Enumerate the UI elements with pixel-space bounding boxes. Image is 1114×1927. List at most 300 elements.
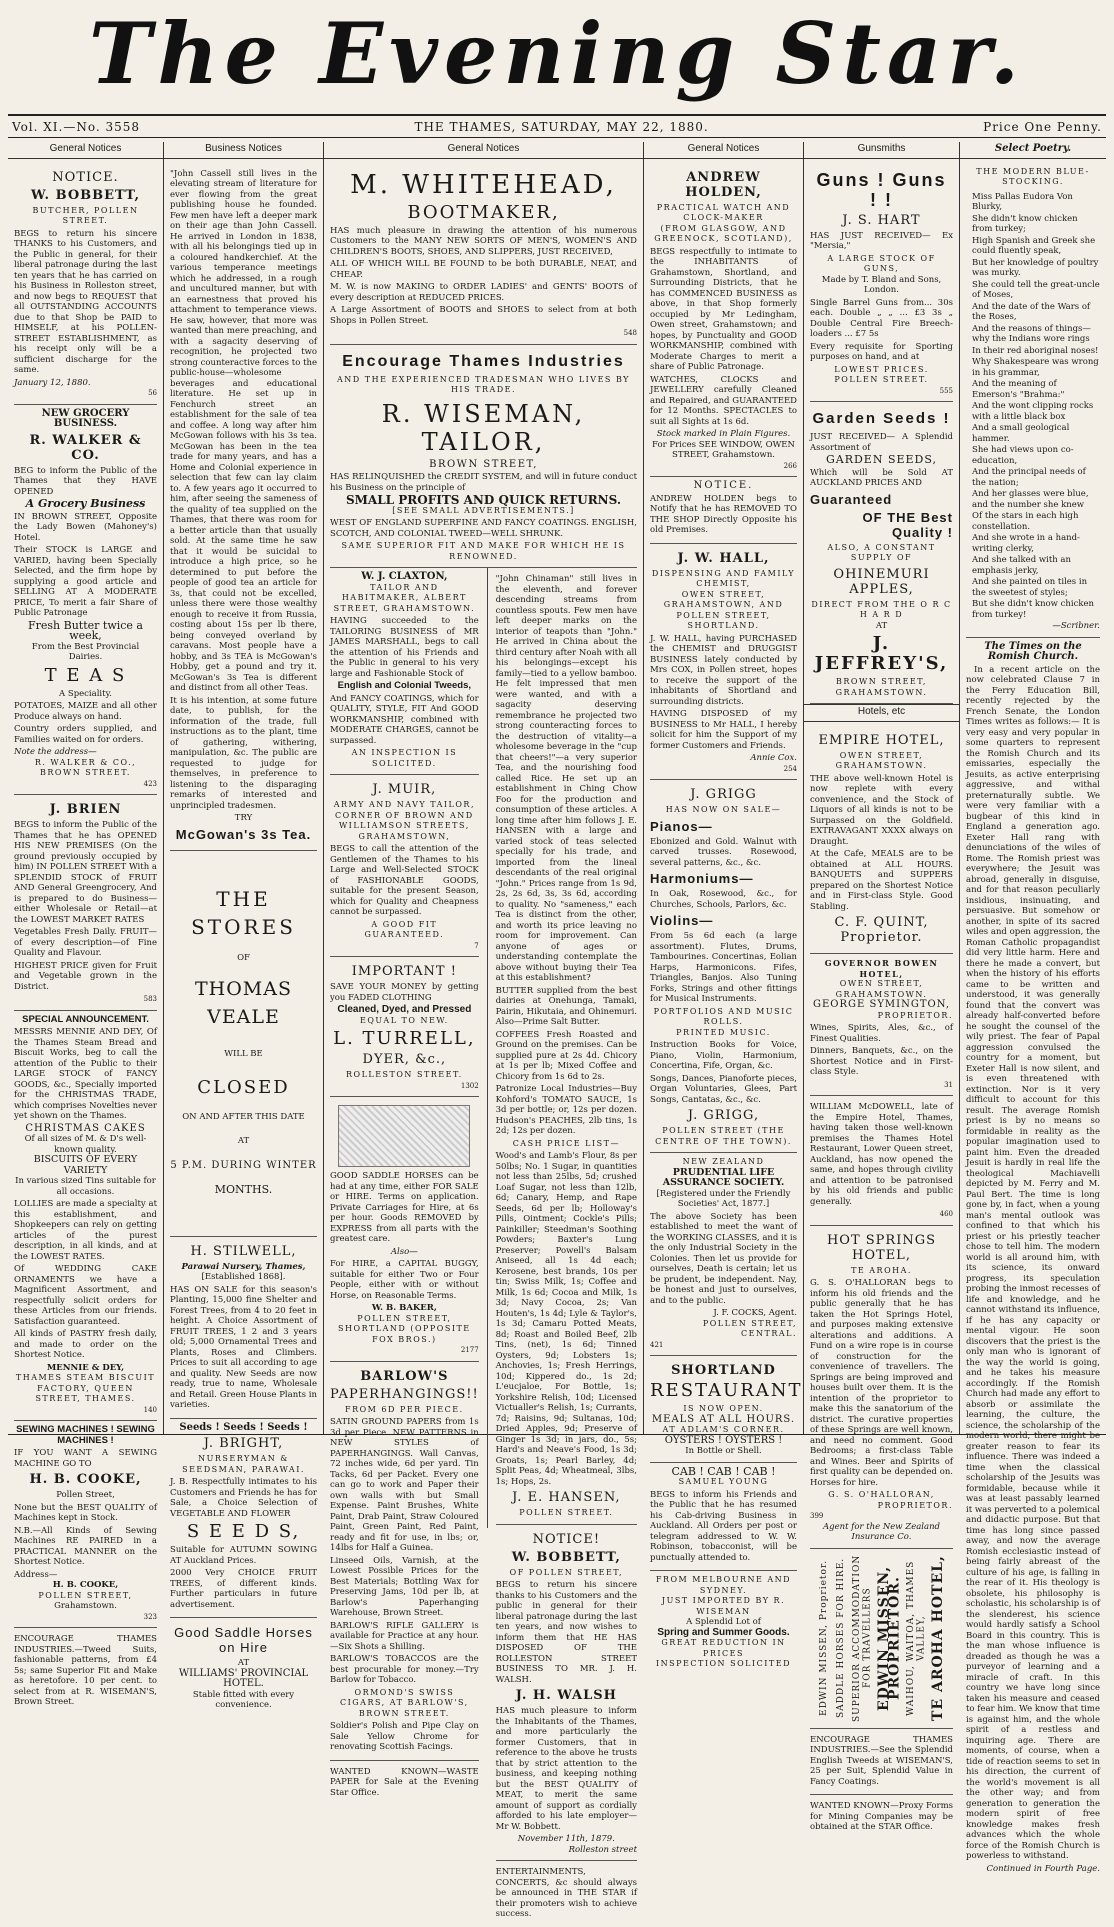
ad-body: In various sized Tins suitable for all occasions. <box>15 1176 156 1197</box>
ad-body: Their STOCK is LARGE and VARIED, having been Specially Selected, and the firm hope by supplying a good article and SELLING AT A MODERATE PRICE, To merit a fair Share of Public Patronage <box>14 545 157 618</box>
ad-note: Stock marked in Plain Figures. <box>656 429 791 439</box>
ad-highlight: OYSTERS ! OYSTERS ! <box>664 1434 783 1446</box>
ad-body: BEG to inform the Public of the Thames that they HAVE OPENED <box>14 465 157 497</box>
ad-body: Instruction Books for Voice, Piano, Violin, Harmonium, Concertina, Fife, Organ, &c. <box>650 1040 797 1071</box>
ad-subtitle: TRY <box>234 813 253 823</box>
ad-holden <box>650 163 797 478</box>
ad-address: OWEN STREET, GRAHAMSTOWN. <box>835 750 928 770</box>
ad-body: HAS much pleasure to inform the Inhabitants of the Thames, and more particularly the former Customers, that in reference to the above he trusts that by strict attention to the business, and keeping nothing but the BEST QUALITY of MEAT, to merit the same amount of support as cordially afforded to his late employer—Mr W. Bobbett. <box>495 1706 637 1832</box>
ad-body: ENTERTAINMENTS, CONCERTS, &c should always be announced in THE STAR if their promoters wish to achieve success. <box>495 1867 637 1919</box>
ad-body: Which will be Sold AT AUCKLAND PRICES AND <box>810 467 953 488</box>
poem-source: —Scribner. <box>1052 621 1100 631</box>
ad-body: At the Cafe, MEALS are to be obtained at ALL HOURS. BANQUETS and SUPPERS prepared on the Shortest Notice and in First-class Style. Good Stabling. <box>810 849 953 912</box>
ad-subtitle: From the Best Provincial Dairies. <box>31 641 140 662</box>
ad-body: BEGS to call the attention of the Gentlemen of the Thames to his Large and Well-Selected STOCK of FASHIONABLE GOODS, suitable for the present Season, which for Quality and Cheapness cannot be surpassed. <box>330 844 479 917</box>
place-date: THE THAMES, SATURDAY, MAY 22, 1880. <box>414 119 709 134</box>
ad-body: ENCOURAGE THAMES INDUSTRIES.—See the Splendid English Tweeds at WISEMAN'S, 25 per Suit, Splendid Value in Fancy Coatings. <box>810 1734 953 1787</box>
poem-line: And the wont clipping rocks with a little black box <box>972 401 1094 422</box>
ad-number: 583 <box>143 995 157 1003</box>
ad-body: HAVING succeeded to the TAILORING BUSINESS of MR JAMES MARSHALL, begs to call the attention of his Friends and the Public in general to his very large and Fashionable Stock of <box>330 616 479 679</box>
ad-time: 5 P.M. DURING WINTER <box>170 1159 317 1171</box>
ad-address: OWEN STREET, GRAHAMSTOWN. <box>835 979 928 999</box>
ad-heading: FROM MELBOURNE AND SYDNEY. <box>655 1575 792 1595</box>
ad-body: J. B. Respectfully intimates to his Customers and Friends he has for Sale, a Choice Selection of VEGETABLE AND FLOWER <box>170 1477 317 1519</box>
ad-body: G. S. O'HALLORAN begs to inform his old friends and the public generally that he has taken the Hot Springs Hotel, and purposes making extensive alterations and additions. A Fund on a wire rope is in course of construction for the convenience of travellers. The Springs are being improved and houses built over them. It is the intention of the proprietor to make this the sanatorium of the district. The curative properties of these Springs are well known, and need no comment. Good Bedrooms; a first-class Table and Wines. Beer and Spirits of first quality can be depended on. Horses for hire. <box>810 1278 953 1488</box>
ad-subtitle: Made by T. Bland and Sons, London. <box>821 274 942 295</box>
ad-teas: T E A S <box>44 664 127 686</box>
ad-williams-hotel <box>170 1618 317 1716</box>
ad-note: AN INSPECTION IS SOLICITED. <box>351 748 458 768</box>
poem-line: Of the stars in each high constellation. <box>972 511 1079 532</box>
ad-highlight: SMALL PROFITS AND QUICK RETURNS. <box>345 493 622 507</box>
ad-address-street: POLLEN STREET, <box>38 1590 133 1600</box>
ad-subtitle: BOOTMAKER, <box>407 201 560 223</box>
ad-address: OWEN STREET, GRAHAMSTOWN, AND POLLEN STREET, SHORTLAND. <box>663 589 784 630</box>
ad-body: BARLOW'S RIFLE GALLERY is available for Practice at any hour.—Six Shots a Shilling. <box>330 1620 479 1652</box>
ad-time: MONTHS. <box>214 1183 273 1196</box>
ad-body: JUST RECEIVED— A Splendid Assortment of <box>810 432 953 453</box>
ad-address: THAMES STEAM BISCUIT FACTORY, QUEEN STREET, THAMES. <box>15 1373 156 1403</box>
ad-baker <box>330 1097 479 1362</box>
ad-subtitle: Parawai Nursery, Thames, <box>181 1261 306 1272</box>
ad-mcgowan-tea <box>170 163 317 851</box>
ad-number: 266 <box>783 461 797 470</box>
ad-number: 323 <box>143 1612 157 1621</box>
ad-heading: CASH PRICE LIST— <box>512 1138 620 1148</box>
ad-address-town: Grahamstown. <box>54 1601 117 1611</box>
ad-body: Of WEDDING CAKE ORNAMENTS we have a Magnificent Assortment, and respectfully solicit orders for these Articles from our friends. Satisfaction guaranteed. <box>14 1264 157 1327</box>
ad-address: AT ADLAM'S CORNER. <box>662 1425 785 1434</box>
ad-address: POLLEN STREET. <box>519 1508 614 1517</box>
ad-bobbett-notice <box>14 163 157 405</box>
hotels-heading: Hotels, etc <box>804 704 959 722</box>
ad-name: EMPIRE HOTEL, <box>818 732 945 748</box>
ad-subtitle: Stable fitted with every convenience. <box>192 1689 295 1710</box>
ad-body: BEGS to inform his Friends and the Public that he has resumed his Cab-driving Business in Auckland. All Orders per post or telegram addressed to W. W. Robinson, tobacconist, will be punctually attended to. <box>650 1489 797 1563</box>
ad-body: None but the BEST QUALITY of Machines kept in Stock. <box>14 1502 157 1523</box>
ad-body: Wines, Spirits, Ales, &c., of Finest Qualities. <box>810 1023 953 1044</box>
ad-body: BEGS to return his sincere THANKS to his Customers, and the Public in general, for their liberal patronage during the last ten years that he has carried on his Business in Rolleston street, and now begs to REQUEST that all OUTSTANDING ACCOUNTS due to that Shop be PAID to HIMSELF, at his POLLEN-STREET ESTABLISHMENT, as his receipt only will be a sufficient discharge for the same. <box>14 228 157 375</box>
dateline <box>8 114 1106 138</box>
poem-line: And the reasons of things—why the Indians wore rings <box>972 323 1091 344</box>
ad-signature: MENNIE & DEY, <box>46 1362 125 1373</box>
poem-line: Why Shakespeare was wrong in his grammar, <box>972 357 1099 378</box>
ad-body: From 5s 6d each (a large assortment). Flutes, Drums, Tambourines. Concertinas, Eolian Harps, Harmonicons. Fifes, Triangles, Banjos. Also Tuning Forks, Strings and other fittings for Musical Instruments. <box>650 931 797 1004</box>
ad-address: R. WALKER & CO., BROWN STREET. <box>34 757 137 777</box>
ad-stilwell <box>170 1237 317 1419</box>
ad-holden-notice <box>650 477 797 544</box>
ad-name: W. B. BAKER, <box>371 1303 437 1313</box>
ad-highlight: PRINTED MUSIC. <box>676 1027 771 1037</box>
ad-shortland-restaurant <box>650 1356 803 1463</box>
column-3-split <box>330 568 637 1919</box>
poem-line: And the date of the Wars of the Roses, <box>972 301 1091 322</box>
ad-name: SAMUEL YOUNG <box>678 1477 769 1486</box>
poem-line: And she painted on tiles in the sweetest of styles; <box>972 577 1088 598</box>
ad-name: R. WISEMAN, TAILOR, <box>381 399 586 456</box>
ad-body: And FANCY COATINGS, which for QUALITY, STYLE, FIT And GOOD WORKMANSHIP, combined with MODERATE CHARGES, cannot be surpassed. <box>330 693 479 746</box>
ad-body: BARLOW'S TOBACCOS are the best procurable for money.—Try Barlow for Tobacco. <box>330 1654 479 1685</box>
ad-highlight: Spring and Summer Goods. <box>657 1626 790 1638</box>
ad-connector: AT <box>875 620 888 631</box>
ad-body: Linseed Oils, Varnish, at the Lowest Possible Prices for the Best Materials; Bottling Wax for Preserving Jams, 10d per lb, at Barlow's Paperhanging Warehouse, Brown Street. <box>330 1555 479 1618</box>
ad-name: H. STILWELL, <box>190 1243 297 1259</box>
ad-number: 31 <box>944 1080 953 1089</box>
ad-body: All kinds of PASTRY fresh daily, and made to order on the Shortest Notice. <box>14 1329 157 1360</box>
ad-address: For Prices SEE WINDOW, OWEN STREET, Grahamstown. <box>652 439 795 460</box>
ad-number: 399 <box>810 1512 824 1520</box>
ad-address: POLLEN STREET. <box>834 375 929 384</box>
poem-line: Miss Pallas Eudora Von Blurky, <box>972 191 1073 212</box>
ad-title: Garden Seeds ! <box>812 410 951 427</box>
ad-hall-chemist <box>650 544 797 781</box>
poem-line: And her glasses were blue, and the number she knew <box>972 489 1089 510</box>
ad-body: "John Cassell still lives in the elevating stream of literature for ever flowing from the great publishing house he founded. Few men have left a deeper mark on their age than John Cassell. He arrived in London in 1838, with all his belongings tied up in a coloured handkerchief. At the various temperance meetings which he addressed, in a rough and uncultured manner, but with an earnestness that proved his attachment to temperance views. He saw, however, that more was wanted than mere preaching, and with a sagacity deserving of recognition, he projected two strong counteractive forces to the public-house—wholesome beverages and educational literature. He set up in Fenchurch street an establishment for the sale of tea and coffee. A long way after him McGowan follows with his 3s tea. McGowan has been in the tea trade for many years, and has a Home and Colonial experience in selection that few can lay claim to. A few years ago it occurred to him, after seeing the sameness of the quality of tea supplied on the Thames, that there was room for a better article than that usually sold. At the same time he saw that it would be suicidal to introduce a high price, so he determined to put before the people of good tea an article for 3s, that could not be excelled, unless there were those wealthy enough to receive it from Russia, costing about 15s per lb there, being conveyed overland by caravans. Most people have a hobby, and 3s TEA is McGowan's Hobby, get a pound and try it. McGowan's 3s Tea is different and distinct from all other Teas. <box>170 168 317 693</box>
ad-encourage-small <box>14 1628 157 1715</box>
ad-connector: AT <box>237 1136 250 1146</box>
ad-title: NOTICE. <box>52 169 119 185</box>
column-3 <box>324 142 644 1919</box>
ad-body: HAVING DISPOSED of my BUSINESS to Mr HALL, I hereby solicit for him the Support of my former Customers and Friends. <box>650 709 797 751</box>
ad-prices: Single Barrel Guns from... 30s each. Double „ „ ... £3 3s „ Double Central Fire Breech-loaders ... £7 5s <box>810 297 953 339</box>
ad-body: ORMOND'S SWISS CIGARS, AT BARLOW'S, BROWN STREET. <box>340 1687 469 1718</box>
ad-highlight: A Grocery Business <box>25 497 146 510</box>
column-5-heading: Gunsmiths <box>804 142 959 159</box>
poem-line: She didn't know chicken from turkey; <box>972 213 1078 234</box>
ad-body: WATCHES, CLOCKS and JEWELLERY carefully Cleaned and Repaired, and GUARANTEED for 12 Months. SPECTACLES to suit all Sights at 1s 6d. <box>650 374 797 427</box>
ad-heading: Seeds ! Seeds ! Seeds ! <box>179 1421 308 1433</box>
ad-name: THOMAS VEALE <box>194 978 292 1028</box>
ad-thomas-veale <box>170 851 317 1237</box>
ad-highlight: Guaranteed <box>810 491 893 507</box>
ad-body: BEGS to return his sincere thanks to his Customers and the public in general for their liberal patronage during the last ten years, and now wishes to inform them that HE HAS DISPOSED OF THE ROLLESTON STREET BUSINESS TO MR. J. H. WALSH. <box>495 1580 637 1685</box>
column-4 <box>644 142 804 1668</box>
ad-address: BROWN STREET, GRAHAMSTOWN. <box>835 677 928 697</box>
ad-name: R. WALKER & CO. <box>29 432 142 463</box>
ad-title: THE STORES <box>191 886 296 939</box>
ad-connector: Also— <box>390 1246 418 1257</box>
ad-address: POLLEN STREET, SHORTLAND (OPPOSITE FOX BROS.) <box>338 1313 471 1344</box>
ad-title: Guns ! Guns ! ! <box>816 169 947 210</box>
ad-mennie-dey <box>14 1011 157 1422</box>
ad-number: 140 <box>143 1405 157 1414</box>
ad-body: J. W. HALL, having PURCHASED the CHEMIST and DRUGGIST BUSINESS lately conducted by Mrs COX, in Pollen street, hopes to receive the support of the inhabitants of Shortland and surrounding districts. <box>650 633 797 707</box>
ad-subtitle: TAILOR AND HABITMAKER, ALBERT STREET, GRAHAMSTOWN. <box>333 582 476 613</box>
column-rule <box>487 568 488 1528</box>
ad-subtitle: PRACTICAL WATCH AND CLOCK-MAKER <box>656 202 791 222</box>
ad-subtitle: NEW ZEALAND <box>682 1157 765 1166</box>
ad-body: The above Society has been established to meet the want of the WORKING CLASSES, and it is the only Industrial Society in the Colonies. Then let us provide for ourselves, Death is certain; let us be prudent, be independent. Nay, be honest and just to ourselves, and to the public. <box>650 1211 797 1306</box>
ad-wanted-proxy <box>810 1795 953 1840</box>
ad-address: ROLLESTON STREET. <box>346 1070 463 1079</box>
ad-entertainments <box>496 1861 637 1927</box>
ad-title: Good Saddle Horses on Hire <box>174 1625 313 1655</box>
ad-subtitle: PROPRIETOR. <box>877 1500 953 1510</box>
ad-date: November 11th, 1879. <box>517 1834 615 1844</box>
ad-brien <box>14 795 157 1011</box>
ad-subtitle: A Speciality. <box>59 688 112 699</box>
ad-note: INSPECTION SOLICITED <box>656 1659 791 1668</box>
ad-muir <box>330 775 479 957</box>
ad-te-aroha-rotated <box>810 1549 953 1729</box>
ad-subtitle: [Established 1868]. <box>201 1272 286 1282</box>
ad-highlight: Fresh Butter twice a week, <box>28 618 143 642</box>
ad-number: 460 <box>939 1210 953 1218</box>
ad-heading: NOTICE. <box>693 480 754 491</box>
ad-highlight: English and Colonial Tweeds, <box>337 680 472 691</box>
ad-empire-hotel <box>810 726 953 955</box>
volume-number: Vol. XI.—No. 3558 <box>12 119 141 134</box>
ad-body: WANTED KNOWN—Proxy Forms for Mining Companies may be obtained at the STAR Office. <box>810 1801 953 1832</box>
ad-jeffrey-seeds <box>810 402 953 704</box>
ad-connector: ALSO, A CONSTANT SUPPLY OF <box>827 542 936 562</box>
article-times <box>966 638 1100 1880</box>
ad-body: WANTED KNOWN—WASTE PAPER for Sale at the Evening Star Office. <box>330 1766 479 1798</box>
ad-body: COFFEES Fresh Roasted and Ground on the premises. Can be supplied pure at 2s 4d. Chicory at 1s per lb; Mixed Coffee and Chicory from 1s 6d to 2s. <box>495 1029 637 1082</box>
ad-hart-guns <box>810 163 953 403</box>
ad-body: Ebonized and Gold. Walnut with carved trusses. Rosewood, several patterns, &c., &c. <box>650 836 797 868</box>
ad-name: PRUDENTIAL LIFE ASSURANCE SOCIETY. <box>662 1166 785 1188</box>
ad-body: WILLIAM McDOWELL, late of the Empire Hotel, Thames, having taken those well-known premises the Thames Hotel Restaurant, Lower Queen street, Auckland, has now opened the same, and hopes through civility and attention to be patronised by his old friends and public generally. <box>810 1102 953 1207</box>
ad-subtitle: ON AND AFTER THIS DATE <box>182 1111 305 1122</box>
ad-address-label: Address— <box>14 1569 58 1580</box>
ad-number: 423 <box>143 779 157 788</box>
newspaper-title: The Evening Star. <box>88 4 1026 103</box>
ad-highlight: A LARGE STOCK OF GUNS, <box>827 253 936 273</box>
ad-category: Pianos— <box>650 818 713 834</box>
ad-connector: OF <box>237 952 250 963</box>
ad-body: HAS much pleasure in drawing the attention of his numerous Customers to the MANY NEW SORTS OF MEN'S, WOMEN'S AND CHILDREN'S BOOTS, SHOES, AND SLIPPERS, JUST RECEIVED, <box>330 225 637 257</box>
ad-body: Of all sizes of M. & D's well-known quality. <box>24 1134 147 1155</box>
ad-body: N.B.—All Kinds of Sewing Machines RE PAIRED in a PRACTICAL MANNER on the Shortest Notice. <box>14 1525 157 1567</box>
ad-body: SAME SUPERIOR FIT AND MAKE FOR WHICH HE IS RENOWNED. <box>341 541 626 561</box>
ad-heading: CAB ! CAB ! CAB ! <box>671 1464 776 1478</box>
ad-highlight: Cleaned, Dyed, and Pressed <box>337 1004 472 1015</box>
ad-subtitle: Pollen Street, <box>56 1490 115 1500</box>
ad-walker-grocery <box>14 405 157 796</box>
ad-name: J. JEFFREY'S, <box>814 633 949 674</box>
ad-body: THE above well-known Hotel is now replete with every convenience, and the Stock of Liquors of all kinds is not to be Surpassed on the Goldfield. EXTRAVAGANT XXXX always on Draught. <box>810 773 953 847</box>
poem-line: She had views upon co-education, <box>972 445 1074 466</box>
ad-number: 254 <box>783 764 797 773</box>
ad-body: HAS RELINQUISHED the CREDIT SYSTEM, and will in future conduct his Business on the principle of <box>330 472 637 493</box>
ad-subtitle: BUTCHER, POLLEN STREET. <box>32 205 139 225</box>
column-3-heading: General Notices <box>324 142 643 159</box>
ad-name: J. S. HART <box>842 212 921 228</box>
ad-body: "John Chinaman" still lives in the eleventh, and forever descending streams from countless spouts. Few men have left deeper marks on the interior of teapots than "John." He arrived in China about the third century after Noah with all his belongings—except his family—tied to a yellow bamboo. He felt impressed that men were wanted, and with a sagacity deserving remembrance he projected two strong counteracting forces to the destruction of vitality—a wholesome beverage in the "cup that cheers!"—a very superior Tea, and the nourishing food called Rice. He set up an establishment in Ching Chow Foo for the production and consumption of these articles. A long time after him follows J. E. HANSEN with a large and varied stock of teas selected specially for his trade, and imported from the lineal descendants of the real original "John." Prices range from 1s 9d, 2s, 2s 6d, 3s, 3s 6d, according to quality. No "sameness," each Tea is distinct from the other, and worth its price leaving no room for improvement. Can anyone of ages or understanding contemplate the above without buying their Tea at this establishment? <box>495 574 637 983</box>
poem-line: And a small geological hammer. <box>972 423 1070 444</box>
ad-body: POTATOES, MAIZE and all other Produce always on hand. <box>14 701 157 722</box>
ad-body: In Oak, Rosewood, &c., for Churches, Schools, Parlors, &c. <box>650 889 797 910</box>
column-6 <box>960 142 1106 1874</box>
ad-body: A Large Assortment of BOOTS and SHOES to select from at both Shops in Pollen Street. <box>330 305 637 326</box>
ad-address-name: H. B. COOKE, <box>52 1580 119 1590</box>
ad-subtitle: A Splendid Lot of <box>686 1617 761 1627</box>
ad-young-cab <box>650 1463 797 1572</box>
ad-body: HIGHEST PRICE given for Fruit and Vegetable grown in the District. <box>14 960 157 992</box>
ad-body: BUTTER supplied from the best dairies at Onehunga, Tamaki, Pairin, Hikutaia, and Ohinemuri. Also—Prime Salt Butter. <box>495 985 637 1027</box>
column-2 <box>164 142 324 1710</box>
ad-wanted-paper <box>330 1761 479 1806</box>
ad-grigg-music <box>650 780 797 1153</box>
ad-subtitle: In Bottle or Shell. <box>685 1446 762 1456</box>
ad-address: BROWN STREET, <box>429 458 538 470</box>
poem-line: And the principal needs of the nation; <box>972 467 1086 488</box>
ad-address: Rolleston street <box>568 1844 637 1855</box>
ad-body: ALL OF WHICH WILL BE FOUND to be both DURABLE, NEAT, and CHEAP. <box>330 259 637 280</box>
ad-body: Soldier's Polish and Pipe Clay on Sale Yellow Chrome for renovating Scottish Facings. <box>330 1721 479 1752</box>
ad-subtitle: AND THE EXPERIENCED TRADESMAN WHO LIVES BY HIS TRADE. <box>337 374 630 394</box>
poem-line: But she didn't know chicken from turkey! <box>972 599 1095 620</box>
masthead <box>0 0 1114 108</box>
poem-line: And the meaning of Emerson's "Brahma:" <box>972 379 1065 400</box>
ad-name: J. E. HANSEN, <box>512 1490 621 1505</box>
ad-connector: WILL BE <box>224 1049 263 1059</box>
columns <box>8 142 1106 1919</box>
poem-line: And she wrote in a hand-writing clerky, <box>972 533 1080 554</box>
ad-subtitle: EQUAL TO NEW. <box>360 1015 449 1025</box>
poem-line: In their red aboriginal noses! <box>972 345 1099 356</box>
ad-address: POLLEN STREET (THE CENTRE OF THE TOWN). <box>655 1126 792 1146</box>
ad-name: GOVERNOR BOWEN HOTEL, <box>824 958 939 979</box>
ad-name: J. BRIEN <box>49 802 122 817</box>
ad-highlight: CHRISTMAS CAKES <box>25 1122 146 1134</box>
ad-name: W. BOBBETT, <box>511 1549 621 1565</box>
article-body: In a recent article on the now celebrated Clause 7 in the Ferry Education Bill, recently rejected by the French Senate, the London Times writes as follows:— It is very easy and very popular in some quarters to represent the Romish Church and its emissaries, especially the Jesuits, as active enterprising aggressive, and withal preternaturally subtle. We were very familiar with a bugbear of this kind in England a generation ago. Exeter Hall rang with denunciations of the wiles of Rome. The Romish priest was everywhere; the Jesuit was abroad, generally in disguise, and for that reason peculiarly insidious, insinuating, and persuasive. But somehow or another, in spite of its sacred wiles and open aggression, the Roman Catholic propagandist did very little harm. Here and there he made a convert, but when the history of his efforts came to be written and understood, it was generally found that the convert was already half-converted before he sought the counsel of the wily priest. The fear of Papal aggression convulsed the country for a moment, but Exeter Hall is now silent, and is even threatened with extinction. Nor is it very difficult to account for this result. The average Romish priest is by no means so formidable in reality as the popular imagination used to paint him. Even the dreaded Jesuit is hardly in real life the theological Machiavelli depicted by M. Ferry and M. Paul Bert. The time is long gone by, in fact, when a young man's mental outlook was confined to that which his priest or his priestly teacher chose to tell him. The modern world is all around him, with its science, its onward progress, its speculation probing the inmost recesses of life and knowledge, and he cannot withstand its influence, if he has any capacity or mental vigour. He soon discovers that the priest is the only man who is ignorant of the way the world is going, and he takes his measure accordingly. If the Romish Church had made any effort to absorb or assimilate the learning, the culture, the science, the scholarship of the modern world, there might be greater reason to fear its influence. There was indeed a time when the classical scholarship of the Jesuits was formidable, because while it was at least passably learned it was perverted to a polemical and didactic purpose. But that time has long since passed away, and now the average Romish ecclesiastic instead of being fairly abreast of the culture of his age, is falling in the rear of it. His theology is obsolete, his philosophy is scholastic, his scholarship is of the slenderest, his science would hardly satisfy a School Board in this country. This is the man whose influence is dreaded as though he was a purveyor of learning and a miracle of craft. In this country we have long since taken his measure and ceased to fear him. We know that time is against him, and the whole spirit of a restless and inquiring age. There are moments, of course, when a tide of reaction seems to set in his direction, the current of the world's movement is all the other way; and from generation to generation the modern spirit of free knowledge makes fresh advances which the whole force of the Romish Church is powerless to withstand. <box>966 664 1100 1861</box>
article-continued: Continued in Fourth Page. <box>986 1863 1100 1874</box>
ad-category: Harmoniums— <box>650 871 754 886</box>
ad-heading: NOTICE! <box>532 1531 601 1547</box>
ad-bright-seeds <box>170 1419 317 1619</box>
ad-body: Every requisite for Sporting purposes on hand, and at <box>810 341 953 362</box>
ad-highlight: LOWEST PRICES. <box>834 364 929 374</box>
ad-connector: AT <box>237 1658 250 1668</box>
ad-body: WEST OF ENGLAND SUPERFINE AND FANCY COATINGS. ENGLISH, SCOTCH, AND COLONIAL TWEED—WELL SHRUNK. <box>330 518 637 539</box>
ad-subtitle: FROM 6D PER PIECE. <box>345 1404 464 1414</box>
ad-encourage-tweeds <box>810 1729 953 1796</box>
ad-name: ANDREW HOLDEN, <box>685 169 762 200</box>
ad-heading: NEW GROCERY BUSINESS. <box>41 407 130 429</box>
ad-subtitle: HAS NOW ON SALE— <box>665 805 782 814</box>
ad-heading: SPECIAL ANNOUNCEMENT. <box>22 1013 149 1025</box>
ad-name: W. J. CLAXTON, <box>361 571 448 582</box>
poem-title: THE MODERN BLUE-STOCKING. <box>976 166 1090 186</box>
ad-signature: C. F. QUINT, Proprietor. <box>834 915 929 945</box>
ad-heading: SEWING MACHINES ! SEWING MACHINES ! <box>16 1424 155 1446</box>
ad-body: For HIRE, a CAPITAL BUGGY, suitable for either Two or Four People, either with or without Horse, on Reasonable Terms. <box>330 1259 479 1301</box>
ad-name: J. MUIR, <box>372 782 437 797</box>
ad-body: LOLLIES are made a specialty at this establishment, and Shopkeepers can rely on getting articles of the purest description, in all kinds, and at the LOWEST RATES. <box>14 1199 157 1262</box>
ad-highlight: S E E D S, <box>186 1521 301 1542</box>
ad-highlight: GARDEN SEEDS, <box>825 453 938 466</box>
column-3-left <box>330 568 479 1798</box>
ad-subtitle: DYER, &c., <box>362 1052 447 1067</box>
poem-line: High Spanish and Greek she could fluently speak, <box>972 235 1096 256</box>
ad-name: J. GRIGG <box>690 787 757 802</box>
ad-note: Agent for the New Zealand Insurance Co. <box>822 1521 940 1542</box>
ad-highlight: MEALS AT ALL HOURS. <box>651 1413 796 1425</box>
poem-line: But her knowledge of poultry was murky. <box>972 257 1099 278</box>
ad-subtitle: PROPRIETOR. <box>877 1010 953 1020</box>
ad-wiseman-tailor <box>330 345 637 569</box>
ad-number: 555 <box>939 386 953 395</box>
ad-name: J. BRIGHT, <box>203 1436 284 1451</box>
column-3-right <box>495 568 637 1919</box>
column-2-heading: Business Notices <box>164 142 323 159</box>
ad-body: Country orders supplied, and Families waited on for orders. <box>14 724 157 745</box>
poem <box>966 163 1100 638</box>
ad-hansen <box>496 568 637 1525</box>
ad-subtitle: ARMY AND NAVY TAILOR, CORNER OF BROWN AND WILLIAMSON STREETS, GRAHAMSTOWN, <box>333 800 475 841</box>
ad-body: Suitable for AUTUMN SOWING AT Auckland Prices. <box>170 1545 317 1566</box>
ad-body: Patronize Local Industries—Buy Kohford's TOMATO SAUCE, 1s 3d per bottle; or, 12s per dozen. Hudson's PEACHES, 2lb tins, 1s 2d; 12s per dozen. <box>495 1084 637 1136</box>
ad-name: HOT SPRINGS HOTEL, <box>826 1232 937 1263</box>
horse-carriage-engraving <box>338 1105 470 1167</box>
ad-name: M. WHITEHEAD, <box>350 169 617 200</box>
ad-body: SATIN GROUND PAPERS from 1s 3d per Piece. NEW PATTERNS in NEW STYLES of PAPERHANGINGS. Wall Canvas, 72 inches wide, 6d per yard. Tin Tacks, 6d per Packet. Every one can go to work and Paper their own walls with but Small Expense. Paint Brushes, White Paint, Drab Paint, Straw Coloured Paint, Green Paint, Red Paint, ready and fit for use, in lbs; or, 14lbs for Half a Guinea. <box>330 1417 479 1553</box>
ad-address: POLLEN STREET, CENTRAL. <box>702 1318 797 1338</box>
ad-body: SUPERIOR ACCOMMODATION FOR TRAVELLERS <box>852 1553 873 1722</box>
ad-name: J. GRIGG, <box>687 1108 760 1123</box>
ad-body: It is his intention, at some future date, to publish, for the information of the trade, full instructions as to the plant, time of gathering, withering, manipulation, &c. The public are requested to judge for themselves, in preference to listening to the disparaging remarks of interested and unprincipled tradesmen. <box>170 695 317 811</box>
ad-body: BEGS respectfully to intimate to the INHABITANTS of Grahamstown, Shortland, and Surrounding Districts, that he has COMMENCED BUSINESS as above, in that Shop formerly occupied by Mr Ledingham, Owen street, Grahamstown; and hopes, by Punctuality and GOOD WORKMANSHIP, combined with Moderate Charges to merit a share of Public Patronage. <box>650 246 797 372</box>
ad-mcdowell <box>810 1096 953 1226</box>
ad-subtitle: DISPENSING AND FAMILY CHEMIST, <box>651 568 796 588</box>
ad-category: Violins— <box>650 913 714 928</box>
ad-number: 56 <box>148 389 157 397</box>
ad-signature: G. S. O'HALLORAN, <box>828 1490 935 1499</box>
ad-body: ANDREW HOLDEN begs to Notify that he has REMOVED TO THE SHOP Directly Opposite his old Premises. <box>650 493 797 535</box>
ad-note: [Registered under the Friendly Societies' Act, 1877.] <box>656 1188 791 1209</box>
ad-note: [SEE SMALL ADVERTISEMENTS.] <box>392 505 575 515</box>
ad-body: GOOD SADDLE HORSES can be had at any time, either FOR SALE or HIRE. Terms on application. Private Carriages for Hire, at 6s per hour. Goods REMOVED by EXPRESS from all parts with the greatest care. <box>330 1171 479 1244</box>
ad-name: J. H. WALSH <box>515 1688 617 1703</box>
ad-body: IF YOU WANT A SEWING MACHINE GO TO <box>14 1448 157 1469</box>
ad-body: Dinners, Banquets, &c., on the Shortest Notice and in First-class Style. <box>810 1046 953 1077</box>
ad-governor-bowen <box>810 954 953 1096</box>
ad-body: SAVE YOUR MONEY by getting you FADED CLOTHING <box>330 982 479 1003</box>
ad-name: L. TURRELL, <box>333 1028 476 1049</box>
ad-claxton <box>330 568 479 775</box>
ad-subtitle: JUST IMPORTED BY R. WISEMAN <box>661 1596 786 1616</box>
ad-body: ENCOURAGE THAMES INDUSTRIES.—Tweed Suits, fashionable patterns, from £4 5s; same Superior Fit and Make as heretofore. 10 per cent. to select from at R. WISEMAN'S, Brown Street. <box>14 1634 157 1707</box>
ad-subtitle: DIRECT FROM THE O R C H A R D <box>811 599 952 619</box>
ad-number: 1302 <box>460 1081 479 1090</box>
ad-name: SHORTLAND <box>671 1363 776 1378</box>
ad-name: J. W. HALL, <box>677 550 770 566</box>
ad-cooke-sewing <box>14 1421 157 1628</box>
ad-number: 7 <box>474 941 479 950</box>
ad-turrell <box>330 957 479 1097</box>
ad-body: Wood's and Lamb's Flour, 8s per 50lbs; No. 1 Sugar, in quantities not less than 25lbs, 5d; crushed Loaf Sugar, not less than 12lb, 6d; Canary, Hemp, and Rape Seeds, 6d per lb; Holloway's Pills, Ointment; Cockle's Pills; Painkiller; Steedman's Soothing Powders; Baxter's Lung Preserver; Powell's Balsam Aniseed, all 1s 4d each; Kerosene, best brands, 10s per tin; Swiss Milk, 1s; Coffee and Milk, 1s 6d; Cocoa and Milk, 1s 3d; Navy Cocoa, 2s; Van Houten's, 1s 4d; Lyle & Taylor's, 1s 3d; Camaru Potted Meats, 8d; Roast and Boiled Beef, 2lb Tins, (net), 1s 6d; Tinned Oysters, 9d; Lobsters 1s; Anchovies, 1s; Fresh Herrings, 10d; Kippered do., 1s 2d; L'eucjaloe, For Bottle, 1s; Yorkshire Relish, 10d; Licensed Victualler's Relish, 1s; Currants, 7d; Raisins, 9d; Sultanas, 10d; Dried Apples, 9d; Preserve of Ginger 1s 3d; in jars, do., 5s; Hard's and Neave's Food, 1s 3d; Groats, 1s; Pearl Barley, 4d; Split Peas, 4d; Wheatmeal, 3lbs, 1s; Hops, 2s. <box>495 1151 637 1487</box>
poem-line: She could tell the great-uncle of Moses, <box>972 279 1100 300</box>
ad-subtitle: NURSERYMAN & SEEDSMAN, PARAWAI. <box>182 1454 305 1474</box>
ad-barlow <box>330 1362 479 1761</box>
poem-line: And she talked with an emphasis jerky, <box>972 555 1071 576</box>
ad-wiseman-imports <box>650 1571 797 1675</box>
ad-name: H. B. COOKE, <box>29 1472 142 1487</box>
column-1-heading: General Notices <box>8 142 163 159</box>
ad-name: McGowan's 3s Tea. <box>175 826 312 842</box>
column-5 <box>804 142 960 1832</box>
article-title: The Times on the Romish Church. <box>984 640 1082 662</box>
ad-name: W. BOBBETT, <box>30 187 141 203</box>
ad-subtitle: (FROM GLASGOW, AND GREENOCK, SCOTLAND), <box>654 223 793 243</box>
ad-body: Vegetables Fresh Daily. FRUIT—of every description—of Fine Quality and Flavour. <box>14 927 157 958</box>
ad-body: 2000 Very CHOICE FRUIT TREES, of different kinds. Further particulars in future advertisement. <box>170 1568 317 1610</box>
ad-name: EDWIN MISSEN, PROPRIETOR. <box>876 1564 903 1711</box>
ad-body: SADDLE HORSES FOR HIRE. <box>835 1557 846 1718</box>
